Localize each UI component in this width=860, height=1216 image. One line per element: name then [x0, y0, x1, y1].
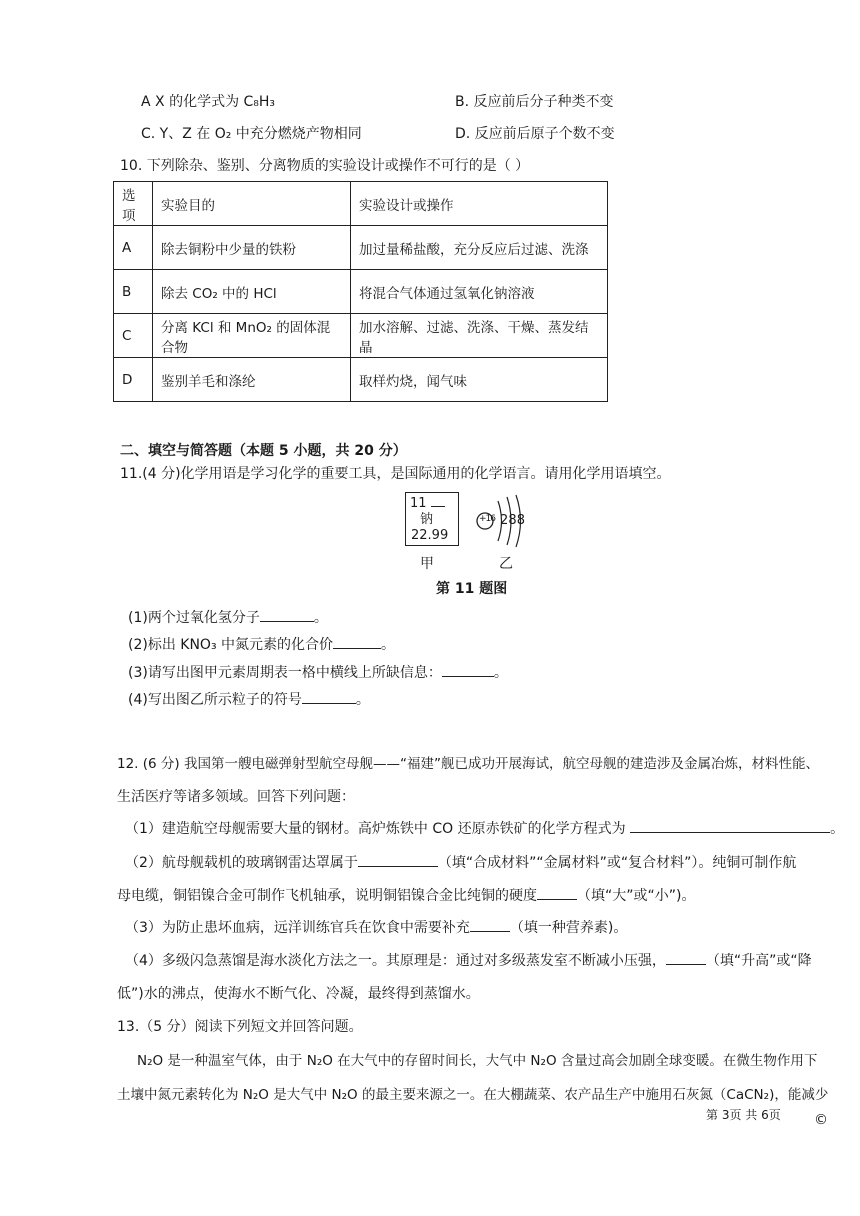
part-text: （3）为防止患坏血病，远洋训练官兵在饮食中需要补充: [125, 920, 470, 936]
item-text: (1)两个过氧化氢分子: [128, 610, 260, 626]
table-cell: 分离 KCl 和 MnO₂ 的固体混合物: [153, 314, 351, 358]
atomic-number: 11: [410, 496, 427, 511]
q12-part-2-line2: [117, 885, 695, 905]
part-end: 。: [830, 821, 845, 837]
q13-stem: 13.（5 分）阅读下列短文并回答问题。: [117, 1019, 363, 1035]
table-cell: D: [114, 358, 153, 402]
q9-option-a: A X 的化学式为 C₈H₃: [141, 94, 276, 110]
table-row: [114, 358, 608, 402]
table-cell: 除去 CO₂ 中的 HCl: [153, 270, 351, 314]
q12-part-2-line1: [125, 852, 796, 872]
q12-stem-line1: 12. (6 分) 我国第一艘电磁弹射型航空母舰——“福建”舰已成功开展海试，航空母舰的建造涉及金属冶炼，材料性能、: [117, 756, 819, 772]
q9-option-d: D. 反应前后原子个数不变: [455, 126, 615, 142]
q12-part-1: [125, 818, 844, 838]
answer-blank: [537, 886, 577, 900]
part-text: （填一种营养素)。: [509, 920, 628, 936]
page-number: 第 3页 共 6页: [706, 1108, 781, 1122]
q10-table: [113, 181, 608, 402]
item-text: (4)写出图乙所示粒子的符号: [128, 692, 302, 708]
q13-paragraph-line1: N₂O 是一种温室气体，由于 N₂O 在大气中的存留时间长，大气中 N₂O 含量过高会加剧全球变暖。在微生物作用下: [137, 1053, 818, 1069]
part-text: （填“升高”或“降: [705, 953, 812, 969]
table-cell: 取样灼烧，闻气味: [351, 358, 608, 402]
part-text: （4）多级闪急蒸馏是海水淡化方法之一。其原理是：通过对多级蒸发室不断减小压强，: [125, 953, 666, 969]
table-cell: 除去铜粉中少量的铁粉: [153, 226, 351, 270]
figure-caption: 第 11 题图: [436, 581, 508, 597]
corner-mark: ©: [814, 1112, 828, 1128]
missing-info-blank: [431, 493, 445, 507]
item-end: 。: [355, 692, 370, 708]
part-text: （1）建造航空母舰需要大量的钢材。高炉炼铁中 CO 还原赤铁矿的化学方程式为: [125, 821, 626, 837]
answer-blank: [630, 819, 830, 833]
answer-blank: [666, 951, 706, 965]
q12-stem-line2: 生活医疗等诸多领域。回答下列问题：: [117, 789, 355, 805]
answer-blank: [442, 663, 494, 677]
part-text: （填“大”或“小”)。: [577, 888, 696, 904]
part-text: （2）航母舰载机的玻璃钢雷达罩属于: [125, 855, 358, 871]
item-text: (2)标出 KNO₃ 中氮元素的化合价: [128, 637, 334, 653]
item-end: 。: [313, 610, 328, 626]
label-yi: 乙: [499, 556, 513, 572]
element-name: 钠: [420, 512, 434, 527]
atomic-mass: 22.99: [411, 528, 449, 543]
q11-stem: 11.(4 分)化学用语是学习化学的重要工具，是国际通用的化学语言。请用化学用语填空。: [120, 466, 671, 482]
table-row: [114, 226, 608, 270]
q11-item-4: [128, 689, 370, 709]
section-heading: 二、填空与简答题（本题 5 小题，共 20 分）: [120, 443, 407, 459]
q11-item-2: [128, 634, 395, 654]
q11-item-1: [128, 607, 328, 627]
label-jia: 甲: [420, 556, 434, 572]
nucleus-charge: +16: [479, 514, 495, 524]
q12-part-4-line1: [125, 950, 812, 970]
q12-part-3: [125, 917, 627, 937]
q10-stem: 10. 下列除杂、鉴别、分离物质的实验设计或操作不可行的是（ ）: [120, 158, 530, 174]
answer-blank: [302, 690, 356, 704]
table-header-cell: 选项: [114, 182, 153, 226]
table-header-row: [114, 182, 608, 226]
table-header-cell: 实验设计或操作: [351, 182, 608, 226]
electron-counts: 2 8 8: [500, 513, 524, 528]
table-cell: C: [114, 314, 153, 358]
table-header-cell: 实验目的: [153, 182, 351, 226]
table-cell: B: [114, 270, 153, 314]
table-cell: A: [114, 226, 153, 270]
table-cell: 加水溶解、过滤、洗涤、干燥、蒸发结晶: [351, 314, 608, 358]
table-cell: 加过量稀盐酸，充分反应后过滤、洗涤: [351, 226, 608, 270]
item-end: 。: [381, 637, 396, 653]
table-cell: 将混合气体通过氢氧化钠溶液: [351, 270, 608, 314]
q13-paragraph-line2: 土壤中氮元素转化为 N₂O 是大气中 N₂O 的最主要来源之一。在大棚蔬菜、农产品生产中施用石灰氮（CaCN₂)，能减少: [117, 1087, 829, 1103]
q11-item-3: [128, 662, 508, 682]
item-end: 。: [493, 665, 508, 681]
part-text: （填“合成材料”“金属材料”或“复合材料”）。纯铜可制作航: [437, 855, 797, 871]
periodic-table-cell: [405, 492, 459, 546]
answer-blank: [333, 635, 381, 649]
part-text: 母电缆，铜铝镍合金可制作飞机轴承，说明铜铝镍合金比纯铜的硬度: [117, 888, 537, 904]
table-row: [114, 314, 608, 358]
answer-blank: [358, 853, 438, 867]
q9-option-b: B. 反应前后分子种类不变: [455, 94, 614, 110]
q9-option-c: C. Y、Z 在 O₂ 中充分燃烧产物相同: [141, 126, 362, 142]
answer-blank: [260, 608, 314, 622]
table-row: [114, 270, 608, 314]
answer-blank: [470, 918, 510, 932]
item-text: (3)请写出图甲元素周期表一格中横线上所缺信息：: [128, 665, 442, 681]
table-cell: 鉴别羊毛和涤纶: [153, 358, 351, 402]
q12-part-4-line2: 低”)水的沸点，使海水不断气化、冷凝，最终得到蒸馏水。: [117, 986, 480, 1002]
